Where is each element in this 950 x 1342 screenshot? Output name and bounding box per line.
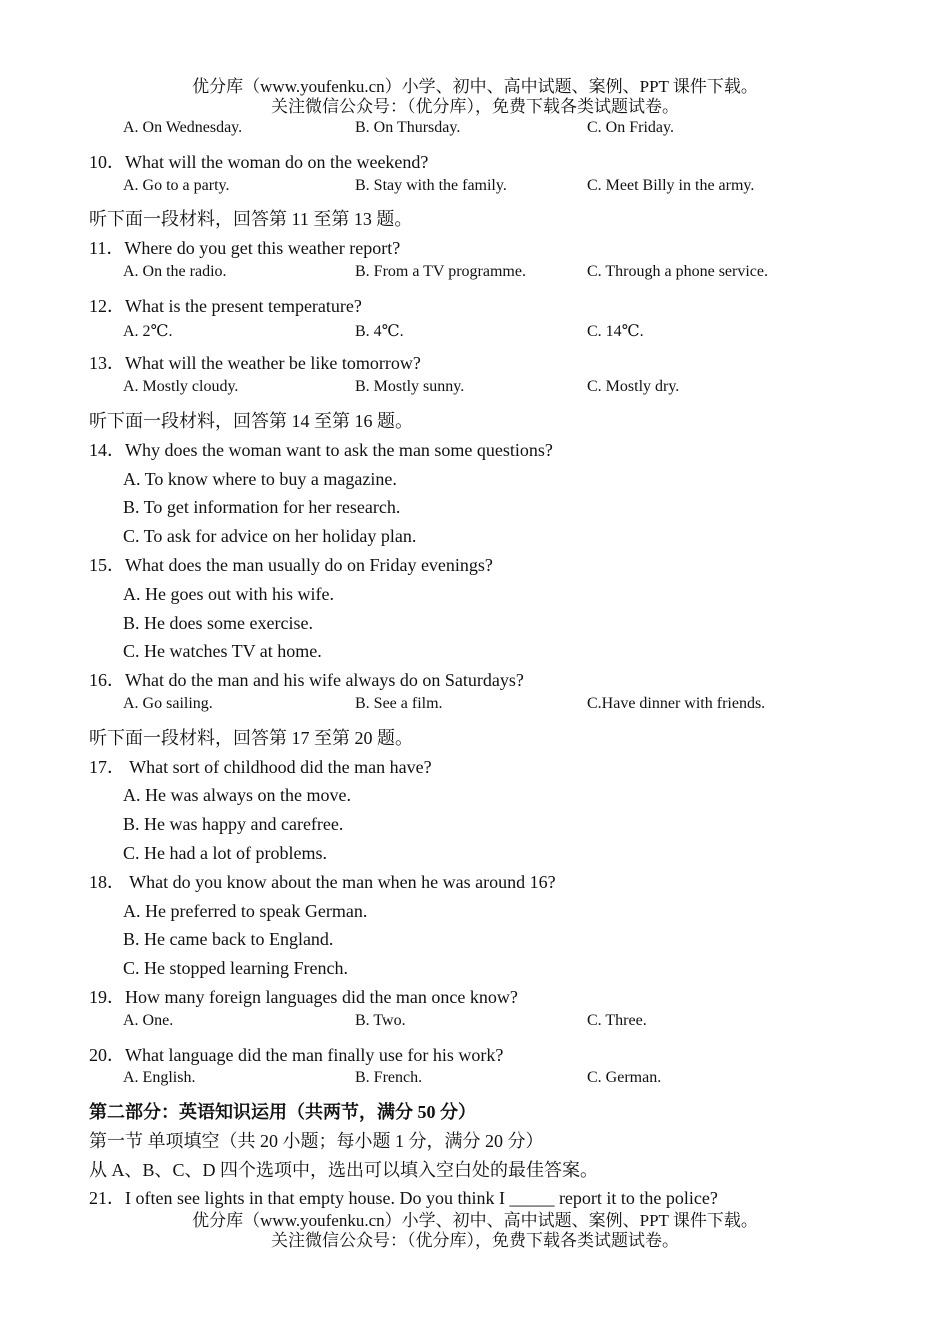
exam-content — [0, 119, 950, 1213]
option-c: C. German. — [587, 1069, 662, 1087]
header-line-2: 关注微信公众号：（优分库），免费下载各类试题试卷。 — [271, 97, 679, 116]
question-14: 14．Why does the woman want to ask the man some questions? — [89, 439, 553, 460]
q10-options — [0, 177, 950, 206]
option-b: B. To get information for her research. — [123, 497, 401, 518]
option-a: A. Go sailing. — [123, 694, 213, 712]
option-b: B. French. — [355, 1069, 423, 1087]
question-15: 15．What does the man usually do on Friday evenings? — [89, 554, 493, 575]
option-b: B. He was happy and carefree. — [123, 814, 344, 835]
footer-line-1: 优分库（www.youfenku.cn）小学、初中、高中试题、案例、PPT 课件下载。 — [192, 1211, 758, 1230]
q19-options — [0, 1012, 950, 1041]
question-21: 21．I often see lights in that empty house. Do you think I _____ report it to the police? — [89, 1188, 718, 1209]
option-c: C. Three. — [587, 1011, 647, 1029]
option-b: B. Two. — [355, 1011, 406, 1029]
question-16: 16．What do the man and his wife always do on Saturdays? — [89, 670, 524, 691]
q12-options — [0, 321, 950, 350]
part-2-title: 第二部分：英语知识运用（共两节，满分 50 分） — [89, 1102, 476, 1123]
q9-options — [0, 119, 950, 148]
option-a: A. 2℃. — [123, 322, 173, 340]
question-11: 11．Where do you get this weather report? — [89, 238, 401, 259]
option-c: C. Mostly dry. — [587, 378, 680, 396]
section-instruction-11-13: 听下面一段材料，回答第 11 至第 13 题。 — [89, 209, 413, 230]
part-2-instruction: 从 A、B、C、D 四个选项中，选出可以填入空白处的最佳答案。 — [89, 1159, 599, 1180]
q20-options — [0, 1069, 950, 1098]
option-a: A. English. — [123, 1069, 196, 1087]
header-line-1: 优分库（www.youfenku.cn）小学、初中、高中试题、案例、PPT 课件下载。 — [192, 77, 758, 96]
option-c: C. To ask for advice on her holiday plan. — [123, 526, 417, 547]
q11-options — [0, 263, 950, 292]
option-a: A. On Wednesday. — [123, 119, 243, 136]
option-b: B. 4℃. — [355, 322, 404, 340]
option-c: C. Meet Billy in the army. — [587, 176, 755, 194]
option-c: C. On Friday. — [587, 119, 674, 136]
option-b: B. He does some exercise. — [123, 612, 313, 633]
option-b: B. See a film. — [355, 694, 443, 712]
option-a: A. Mostly cloudy. — [123, 378, 239, 396]
q13-options — [0, 378, 950, 407]
question-18: 18． What do you know about the man when he was around 16? — [89, 871, 556, 892]
option-b: B. He came back to England. — [123, 929, 334, 950]
option-c: C.Have dinner with friends. — [587, 694, 766, 712]
question-17: 17． What sort of childhood did the man have? — [89, 756, 432, 777]
option-c: C. He had a lot of problems. — [123, 842, 327, 863]
option-a: A. To know where to buy a magazine. — [123, 468, 397, 489]
question-13: 13．What will the weather be like tomorrow? — [89, 353, 421, 374]
option-a: A. He was always on the move. — [123, 785, 351, 806]
page-footer — [90, 1211, 860, 1251]
part-2-section-1-title: 第一节 单项填空（共 20 小题；每小题 1 分，满分 20 分） — [89, 1130, 544, 1151]
footer-line-2: 关注微信公众号：（优分库），免费下载各类试题试卷。 — [271, 1231, 679, 1250]
option-b: B. From a TV programme. — [355, 262, 526, 280]
option-c: C. 14℃. — [587, 322, 644, 340]
option-c: C. Through a phone service. — [587, 262, 768, 280]
option-a: A. On the radio. — [123, 262, 227, 280]
option-b: B. Mostly sunny. — [355, 378, 465, 396]
section-instruction-14-16: 听下面一段材料，回答第 14 至第 16 题。 — [89, 410, 413, 431]
question-20: 20．What language did the man finally use for his work? — [89, 1044, 504, 1065]
option-c: C. He stopped learning French. — [123, 958, 348, 979]
question-19: 19．How many foreign languages did the man once know? — [89, 986, 518, 1007]
question-12: 12．What is the present temperature? — [89, 295, 362, 316]
option-a: A. He goes out with his wife. — [123, 583, 334, 604]
option-b: B. Stay with the family. — [355, 176, 507, 194]
option-b: B. On Thursday. — [355, 119, 461, 136]
q16-options — [0, 695, 950, 724]
question-10: 10．What will the woman do on the weekend? — [89, 151, 429, 172]
option-a: A. Go to a party. — [123, 176, 230, 194]
page-header — [90, 77, 860, 117]
section-instruction-17-20: 听下面一段材料，回答第 17 至第 20 题。 — [89, 727, 413, 748]
option-a: A. One. — [123, 1011, 174, 1029]
option-a: A. He preferred to speak German. — [123, 900, 368, 921]
option-c: C. He watches TV at home. — [123, 641, 322, 662]
